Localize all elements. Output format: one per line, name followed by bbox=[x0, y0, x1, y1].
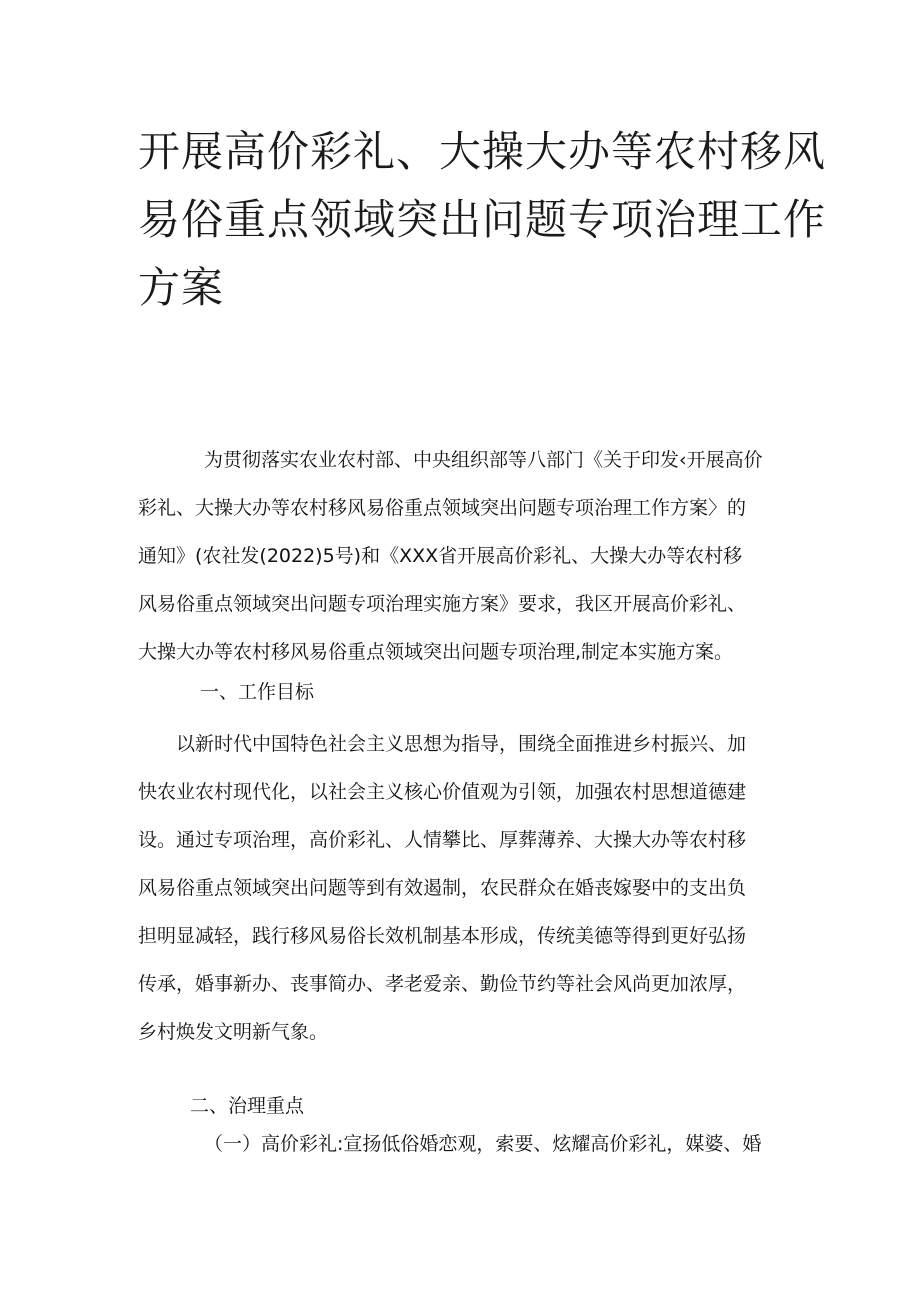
section-heading-goals: 一、工作目标 bbox=[200, 681, 315, 703]
intro-line: 通知》(农社发(2022)5号)和《XXX省开展高价彩礼、大操大办等农村移 bbox=[138, 545, 743, 567]
goals-line: 风易俗重点领域突出问题等到有效遏制，农民群众在婚丧嫁娶中的支出负 bbox=[138, 877, 747, 899]
title-line: 开展高价彩礼、大操大办等农村移风 bbox=[138, 127, 827, 176]
intro-paragraph bbox=[138, 436, 788, 676]
goals-paragraph bbox=[138, 720, 788, 1056]
goals-line: 乡村焕发文明新气象。 bbox=[138, 1021, 329, 1043]
intro-line: 为贯彻落实农业农村部、中央组织部等八部门《关于印发‹开展高价 bbox=[204, 449, 763, 471]
title-line: 易俗重点领域突出问题专项治理工作 bbox=[138, 195, 827, 244]
intro-line: 风易俗重点领域突出问题专项治理实施方案》要求，我区开展高价彩礼、 bbox=[138, 593, 747, 615]
goals-line: 设。通过专项治理，高价彩礼、人情攀比、厚葬薄养、大操大办等农村移 bbox=[138, 829, 747, 851]
goals-line: 传承，婚事新办、丧事简办、孝老爱亲、勤俭节约等社会风尚更加浓厚， bbox=[138, 973, 747, 995]
intro-line: 大操大办等农村移风易俗重点领域突出问题专项治理,制定本实施方案。 bbox=[138, 641, 734, 663]
goals-line: 快农业农村现代化，以社会主义核心价值观为引领，加强农村思想道德建 bbox=[138, 781, 747, 803]
goals-line: 以新时代中国特色社会主义思想为指导，围绕全面推进乡村振兴、加 bbox=[176, 733, 747, 755]
goals-line: 担明显减轻，践行移风易俗长效机制基本形成，传统美德等得到更好弘扬 bbox=[138, 925, 747, 947]
title-line: 方案 bbox=[138, 263, 225, 312]
focus-item-high-bride-price: （一）高价彩礼:宣扬低俗婚恋观，索要、炫耀高价彩礼，媒婆、婚 bbox=[204, 1133, 762, 1155]
section-heading-focus: 二、治理重点 bbox=[190, 1095, 305, 1117]
intro-line: 彩礼、大操大办等农村移风易俗重点领域突出问题专项治理工作方案〉的 bbox=[138, 497, 747, 519]
document-title bbox=[138, 118, 827, 322]
